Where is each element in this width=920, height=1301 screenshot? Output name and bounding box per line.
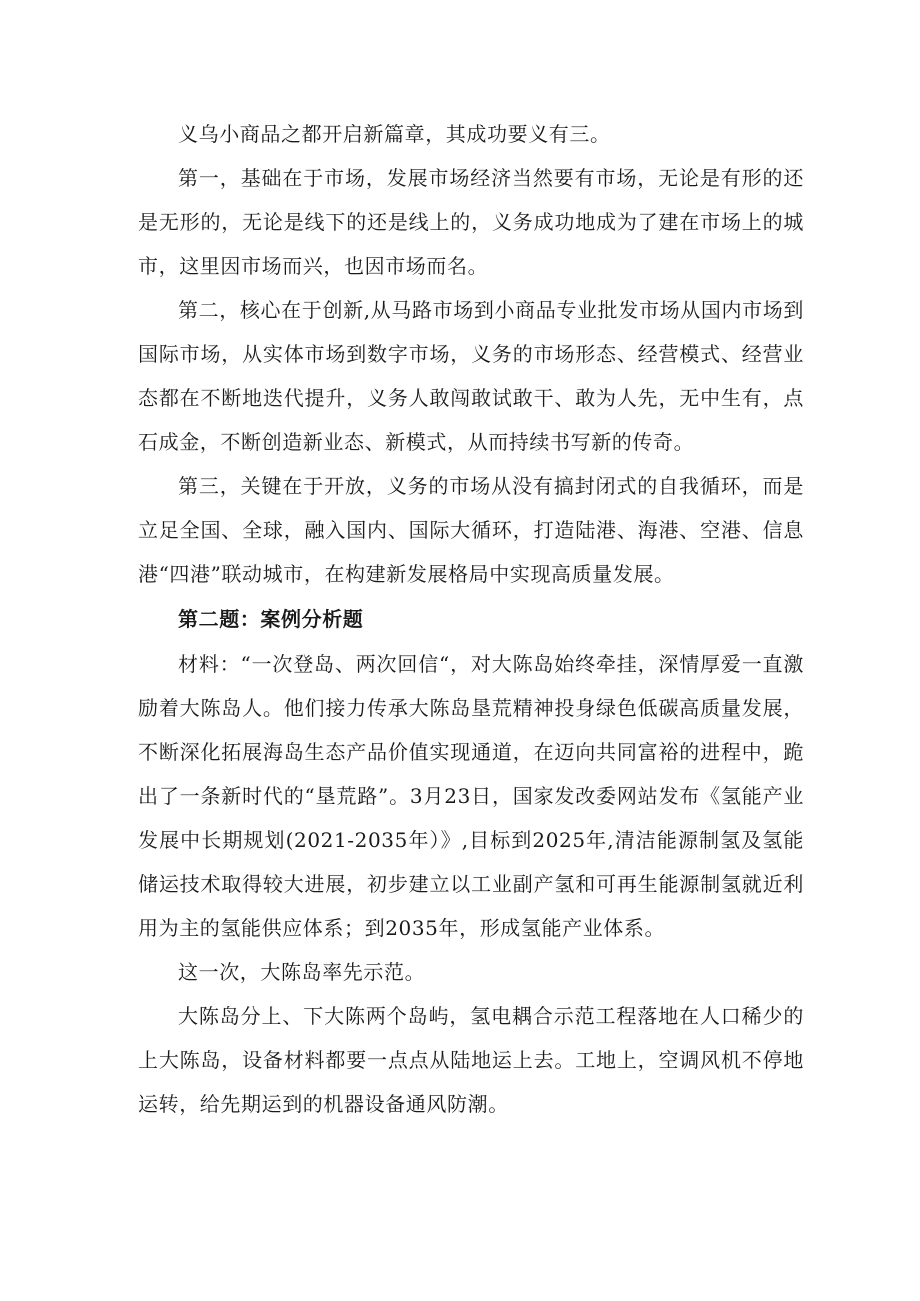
paragraph-second-point: 第二，核心在于创新,从马路市场到小商品专业批发市场从国内市场到国际市场，从实体市场到数字市场，义务的市场形态、经营模式、经营业态都在不断地迭代提升，义务人敢闯敢试敢干、敢为人先，无中生有，点石成金，不断创造新业态、新模式，从而持续书写新的传奇。 — [138, 298, 804, 454]
paragraph-third-point: 第三，关键在于开放，义务的市场从没有搞封闭式的自我循环，而是立足全国、全球，融入国内、国际大循环，打造陆港、海港、空港、信息港“四港”联动城市，在构建新发展格局中实现高质量发展。 — [138, 474, 804, 586]
paragraph-intro: 义乌小商品之都开启新篇章，其成功要义有三。 — [178, 122, 611, 146]
section-heading: 第二题：案例分析题 — [178, 607, 364, 631]
paragraph-island-project: 大陈岛分上、下大陈两个岛屿，氢电耦合示范工程落地在人口稀少的上大陈岛，设备材料都要一点点从陆地运上去。工地上，空调风机不停地运转，给先期运到的机器设备通风防潮。 — [138, 1004, 804, 1116]
paragraph-first-point: 第一，基础在于市场，发展市场经济当然要有市场，无论是有形的还是无形的，无论是线下的还是线上的，义务成功地成为了建在市场上的城市，这里因市场而兴，也因市场而名。 — [138, 166, 804, 278]
paragraph-demonstration: 这一次，大陈岛率先示范。 — [178, 960, 426, 984]
document-page — [138, 112, 804, 1126]
paragraph-material: 材料：“一次登岛、两次回信“，对大陈岛始终牵挂，深情厚爱一直激励着大陈岛人。他们接力传承大陈岛垦荒精神投身绿色低碳高质量发展，不断深化拓展海岛生态产品价值实现通道，在迈向共同富裕的进程中，跪出了一条新时代的“垦荒路”。3月23日，国家发改委网站发布《氢能产业发展中长期规划(2021-2035年）》,目标到2025年,清洁能源制氢及氢能储运技术取得较大进展，初步建立以工业副产氢和可再生能源制氢就近利用为主的氢能供应体系；到2035年，形成氢能产业体系。 — [138, 652, 804, 940]
